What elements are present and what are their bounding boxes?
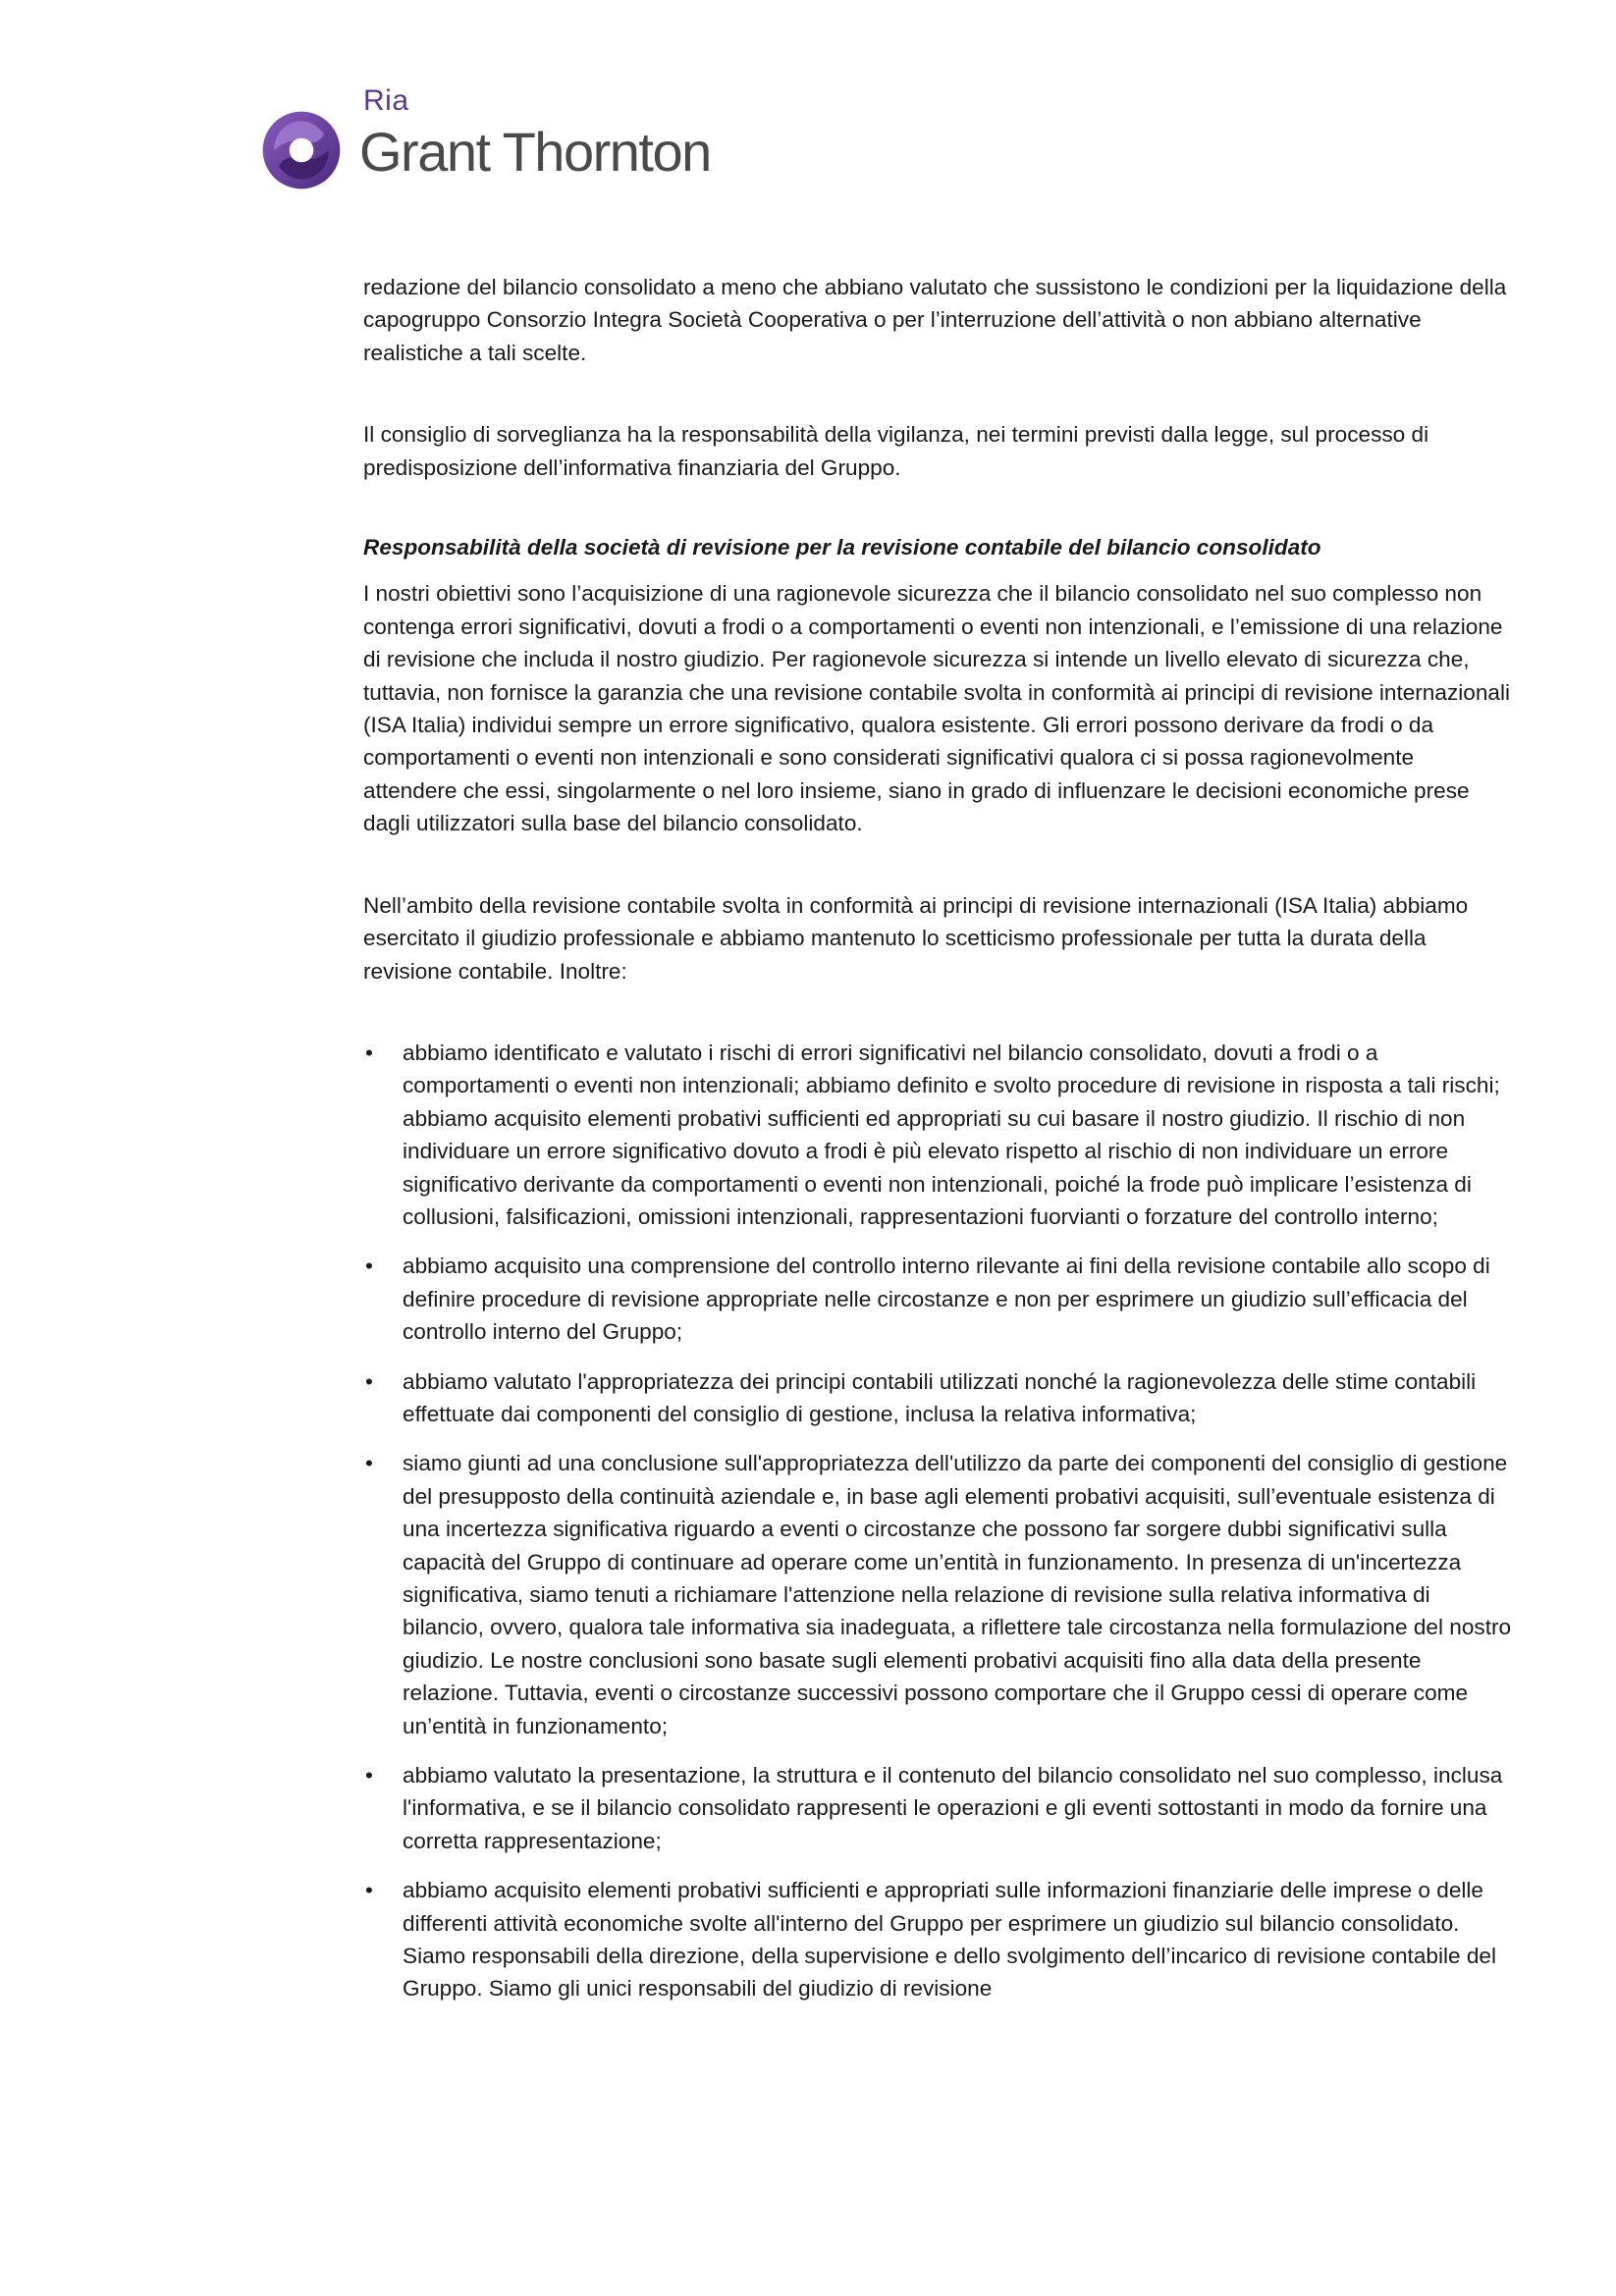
bullet-icon: • — [365, 1878, 373, 1903]
bullet-icon: • — [365, 1368, 373, 1394]
list-item-text: abbiamo identificato e valutato i rischi di errori significativi nel bilancio consolidato, dovuti a frodi o a comportamenti o eventi non intenzionali; abbiamo definito e svolto procedure di revisione in risposta a tali rischi; abbiamo acquisito elementi probativi sufficienti ed appropriati su cui basare il nostro giudizio. Il rischio di non individuare un errore significativo dovuto a frodi è più elevato rispetto al rischio di non individuare un errore significativo derivante da comportamenti o eventi non intenzionali, poiché la frode può implicare l’esistenza di collusioni, falsificazioni, omissioni intenzionali, rappresentazioni fuorvianti o forzature del controllo interno; — [403, 1040, 1500, 1229]
bullet-icon: • — [365, 1040, 373, 1065]
paragraph-obiettivi: I nostri obiettivi sono l’acquisizione di una ragionevole sicurezza che il bilancio consolidato nel suo complesso non contenga errori significativi, dovuti a frodi o a comportamenti o eventi non intenzionali, e l’emissione di una relazione di revisione che includa il nostro giudizio. Per ragionevole sicurezza si intende un livello elevato di sicurezza che, tuttavia, non fornisce la garanzia che una revisione contabile svolta in conformità ai principi di revisione internazionali (ISA Italia) individui sempre un errore significativo, qualora esistente. Gli errori possono derivare da frodi o da comportamenti o eventi non intenzionali e sono considerati significativi qualora ci si possa ragionevolmente attendere che essi, singolarmente o nel loro insieme, siano in grado di influenzare le decisioni economiche prese dagli utilizzatori sulla base del bilancio consolidato. — [363, 581, 1510, 836]
list-item — [363, 1874, 1512, 2005]
list-item-text: abbiamo acquisito una comprensione del controllo interno rilevante ai fini della revisione contabile allo scopo di definire procedure di revisione appropriate nelle circostanze e non per esprimere un giudizio sull’efficacia del controllo interno del Gruppo; — [403, 1254, 1490, 1345]
logo-grant-thornton-text: Grant Thornton — [359, 121, 711, 183]
list-item — [363, 1759, 1512, 1857]
section-heading: Responsabilità della società di revisione per la revisione contabile del bilancio consolidato — [363, 535, 1321, 561]
bullet-icon: • — [365, 1763, 373, 1789]
document-body — [363, 271, 1512, 2022]
list-item-text: abbiamo acquisito elementi probativi sufficienti e appropriati sulle informazioni finanziarie delle imprese o delle differenti attività economiche svolte all'interno del Gruppo per esprimere un giudizio sul bilancio consolidato. Siamo responsabili della direzione, della supervisione e dello svolgimento dell’incarico di revisione contabile del Gruppo. Siamo gli unici responsabili del giudizio di revisione — [403, 1878, 1496, 2002]
paragraph-sorveglianza: Il consiglio di sorveglianza ha la responsabilità della vigilanza, nei termini previsti dalla legge, sul processo di predisposizione dell’informativa finanziaria del Gruppo. — [363, 422, 1429, 480]
list-item-text: siamo giunti ad una conclusione sull'appropriatezza dell'utilizzo da parte dei componenti del consiglio di gestione del presupposto della continuità aziendale e, in base agli elementi probativi acquisiti, sull’eventuale esistenza di una incertezza significativa riguardo a eventi o circostanze che possono far sorgere dubbi significativi sulla capacità del Gruppo di continuare ad operare come un’entità in funzionamento. In presenza di un'incertezza significativa, siamo tenuti a richiamare l'attenzione nella relazione di revisione sulla relativa informativa di bilancio, ovvero, qualora tale informativa sia inadeguata, a riflettere tale circostanza nella formulazione del nostro giudizio. Le nostre conclusioni sono basate sugli elementi probativi acquisiti fino alla data della presente relazione. Tuttavia, eventi o circostanze successivi possono comportare che il Gruppo cessi di operare come un’entità in funzionamento; — [403, 1451, 1512, 1738]
logo-ria-text: Ria — [363, 84, 409, 117]
paragraph-ambito: Nell’ambito della revisione contabile svolta in conformità ai principi di revisione internazionali (ISA Italia) abbiamo esercitato il giudizio professionale e abbiamo mantenuto lo scetticismo professionale per tutta la durata della revisione contabile. Inoltre: — [363, 892, 1469, 984]
grant-thornton-logo — [261, 84, 711, 192]
list-item-text: abbiamo valutato l'appropriatezza dei principi contabili utilizzati nonché la ragionevolezza delle stime contabili effettuate dai componenti del consiglio di gestione, inclusa la relativa informativa; — [403, 1368, 1477, 1426]
list-item — [363, 1365, 1512, 1431]
list-item — [363, 1037, 1512, 1233]
bullet-icon: • — [365, 1451, 373, 1476]
list-item-text: abbiamo valutato la presentazione, la struttura e il contenuto del bilancio consolidato nel suo complesso, inclusa l'informativa, e se il bilancio consolidato rappresenti le operazioni e gli eventi sottostanti in modo da fornire una corretta rappresentazione; — [403, 1763, 1503, 1853]
list-item — [363, 1250, 1512, 1348]
paragraph-intro: redazione del bilancio consolidato a meno che abbiano valutato che sussistono le condizioni per la liquidazione della capogruppo Consorzio Integra Società Cooperativa o per l’interruzione dell’attività o non abbiano alternative realistiche a tali scelte. — [363, 275, 1507, 365]
grant-thornton-mark-icon — [261, 110, 342, 190]
bullet-icon: • — [365, 1254, 373, 1279]
list-item — [363, 1447, 1512, 1742]
bullet-list — [363, 1037, 1512, 2005]
